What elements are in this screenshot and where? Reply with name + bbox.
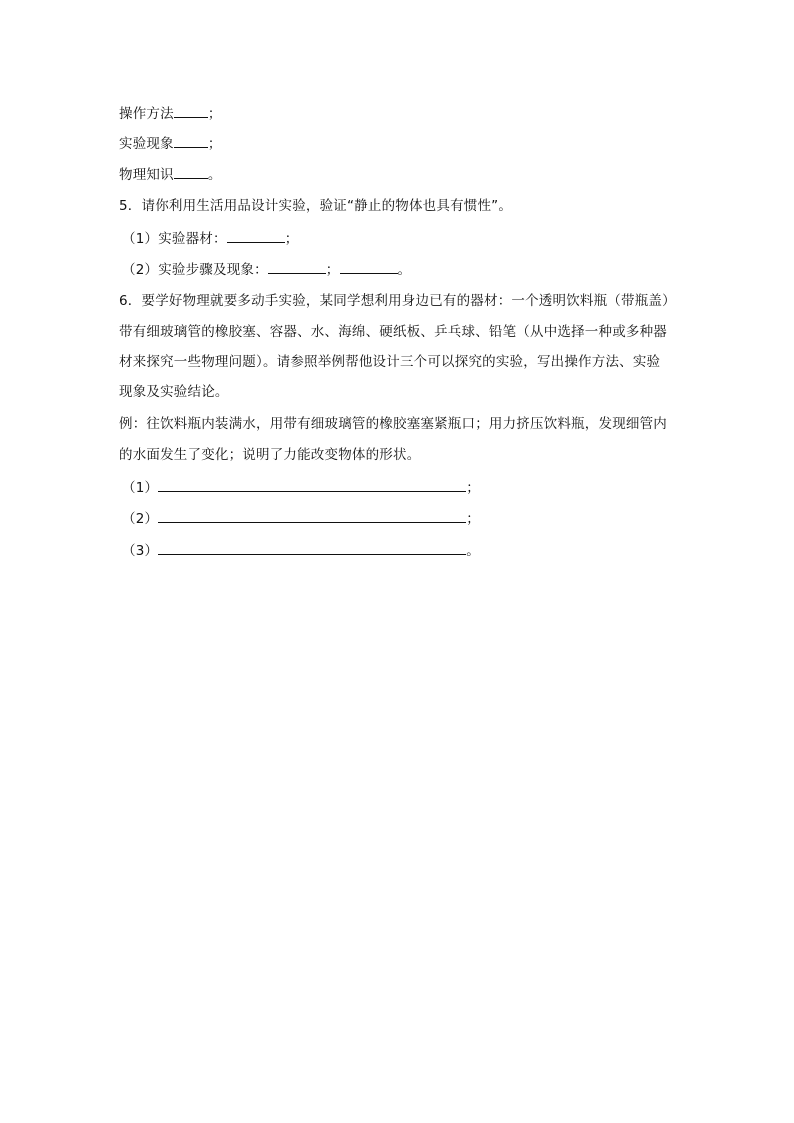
- punctuation: 。: [207, 167, 222, 183]
- answer-2-blank[interactable]: [158, 508, 466, 523]
- example-line2: 的水面发生了变化；说明了力能改变物体的形状。: [119, 447, 421, 463]
- punctuation: ；: [466, 511, 480, 527]
- phenomenon-blank[interactable]: [340, 259, 398, 274]
- question-6-line3: 材来探究一些物理问题）。请参照举例帮他设计三个可以探究的实验，写出操作方法、实验: [119, 354, 661, 370]
- answer-3-label: （3）: [122, 543, 159, 559]
- question-5-sub1: [122, 228, 298, 249]
- physics-knowledge-label: 物理知识: [119, 167, 174, 183]
- question-6-line1: 6．要学好物理就要多动手实验，某同学想利用身边已有的器材：一个透明饮料瓶（带瓶盖）: [119, 293, 676, 309]
- question-5-sub2: [122, 259, 411, 280]
- physics-knowledge-blank[interactable]: [174, 164, 208, 179]
- punctuation: ；: [207, 136, 222, 152]
- question-6-line2: 带有细玻璃管的橡胶塞、容器、水、海绵、硬纸板、乒乓球、铅笔（从中选择一种或多种器: [119, 324, 667, 340]
- punctuation: ；: [284, 231, 299, 247]
- experiment-phenomenon-label: 实验现象: [119, 136, 174, 152]
- question-5-text: 5．请你利用生活用品设计实验，验证“静止的物体也具有惯性”。: [119, 198, 513, 214]
- answer-1-line: [122, 477, 480, 498]
- punctuation: 。: [397, 262, 412, 278]
- experiment-phenomenon-line: [119, 133, 222, 154]
- answer-2-line: [122, 508, 480, 529]
- punctuation: ；: [207, 106, 222, 122]
- steps-blank[interactable]: [268, 259, 326, 274]
- punctuation: ；: [466, 480, 480, 496]
- example-line1: 例：往饮料瓶内装满水，用带有细玻璃管的橡胶塞塞紧瓶口；用力挤压饮料瓶，发现细管内: [119, 416, 667, 432]
- experiment-phenomenon-blank[interactable]: [174, 133, 208, 148]
- materials-blank[interactable]: [227, 228, 285, 243]
- answer-1-label: （1）: [122, 480, 159, 496]
- punctuation: ；: [325, 262, 340, 278]
- answer-1-blank[interactable]: [158, 477, 466, 492]
- operation-method-line: [119, 103, 222, 124]
- steps-label: （2）实验步骤及现象：: [122, 262, 268, 278]
- question-6-line4: 现象及实验结论。: [119, 384, 229, 400]
- answer-2-label: （2）: [122, 511, 159, 527]
- materials-label: （1）实验器材：: [122, 231, 227, 247]
- operation-method-label: 操作方法: [119, 106, 174, 122]
- operation-method-blank[interactable]: [174, 103, 208, 118]
- answer-3-line: [122, 540, 480, 561]
- physics-knowledge-line: [119, 164, 222, 185]
- punctuation: 。: [466, 543, 480, 559]
- answer-3-blank[interactable]: [158, 540, 466, 555]
